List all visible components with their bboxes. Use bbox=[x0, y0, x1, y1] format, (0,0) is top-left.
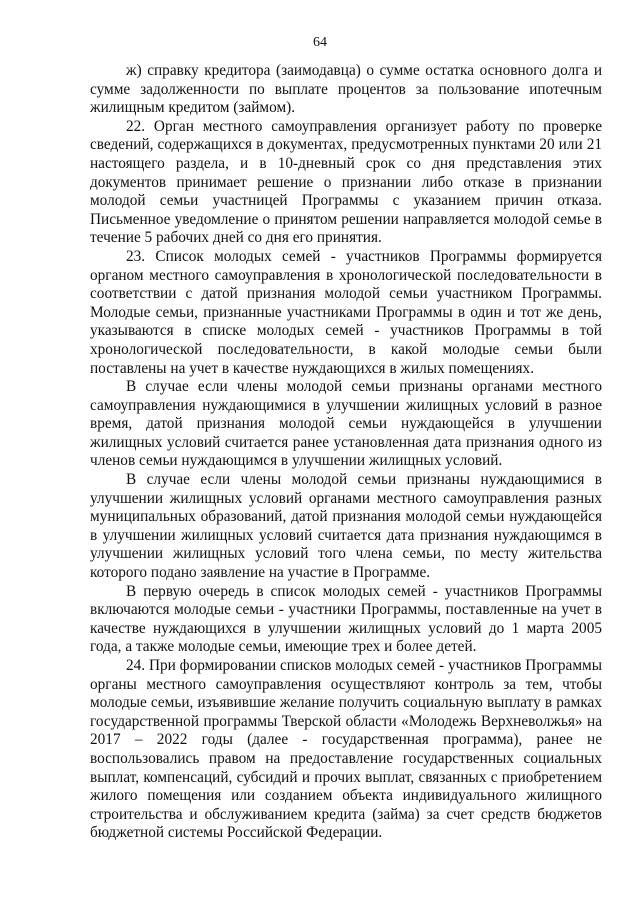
page-number: 64 bbox=[313, 35, 327, 50]
document-body bbox=[90, 62, 602, 843]
paragraph-section-23: 23. Список молодых семей - участников Программы формируется органом местного самоуправления в хронологической последовательности в соответствии с датой признания молодой семьи участником Программы. Молодые семьи, признанные участниками Программы в один и тот же день, указываются в списке молодых семей - участников Программы в той хронологической последовательности, в какой молодые семьи были поставлены на учет в качестве нуждающихся в жилых помещениях. bbox=[90, 247, 602, 377]
paragraph-section-24: 24. При формировании списков молодых семей - участников Программы органы местного самоуправления осуществляют контроль за тем, чтобы молодые семьи, изъявившие желание получить социальную выплату в рамках государственной программы Тверской области «Молодежь Верхневолжья» на 2017 – 2022 годы (далее - государственная программа), ранее не воспользовались правом на предоставление государственных социальных выплат, компенсаций, субсидий и прочих выплат, связанных с приобретением жилого помещения или созданием объекта индивидуального жилищного строительства и обслуживанием кредита (займа) за счет средств бюджетов бюджетной системы Российской Федерации. bbox=[90, 657, 602, 842]
paragraph-item-zh: ж) справку кредитора (заимодавца) о сумме остатка основного долга и сумме задолженности по выплате процентов за пользование ипотечным жилищным кредитом (займом). bbox=[90, 62, 602, 117]
paragraph-different-time: В случае если члены молодой семьи признаны органами местного самоуправления нуждающимися в улучшении жилищных условий в разное время, датой признания молодой семьи нуждающейся в улучшении жилищных условий считается ранее установленная дата признания одного из членов семьи нуждающимся в улучшении жилищных условий. bbox=[90, 378, 602, 470]
paragraph-different-municipalities: В случае если члены молодой семьи признаны нуждающимися в улучшении жилищных условий органами местного самоуправления разных муниципальных образований, датой признания молодой семьи нуждающейся в улучшении жилищных условий считается дата признания нуждающимся в улучшении жилищных условий того члена семьи, по месту жительства которого подано заявление на участие в Программе. bbox=[90, 471, 602, 582]
paragraph-section-22: 22. Орган местного самоуправления организует работу по проверке сведений, содержащихся в документах, предусмотренных пунктами 20 или 21 настоящего раздела, и в 10-дневный срок со дня представления этих документов принимает решение о признании либо отказе в признании молодой семьи участницей Программы с указанием причин отказа. Письменное уведомление о принятом решении направляется молодой семье в течение 5 рабочих дней со дня его принятия. bbox=[90, 117, 602, 247]
paragraph-priority: В первую очередь в список молодых семей - участников Программы включаются молодые семьи - участники Программы, поставленные на учет в качестве нуждающихся в улучшении жилищных условий до 1 марта 2005 года, а также молодые семьи, имеющие трех и более детей. bbox=[90, 582, 602, 656]
